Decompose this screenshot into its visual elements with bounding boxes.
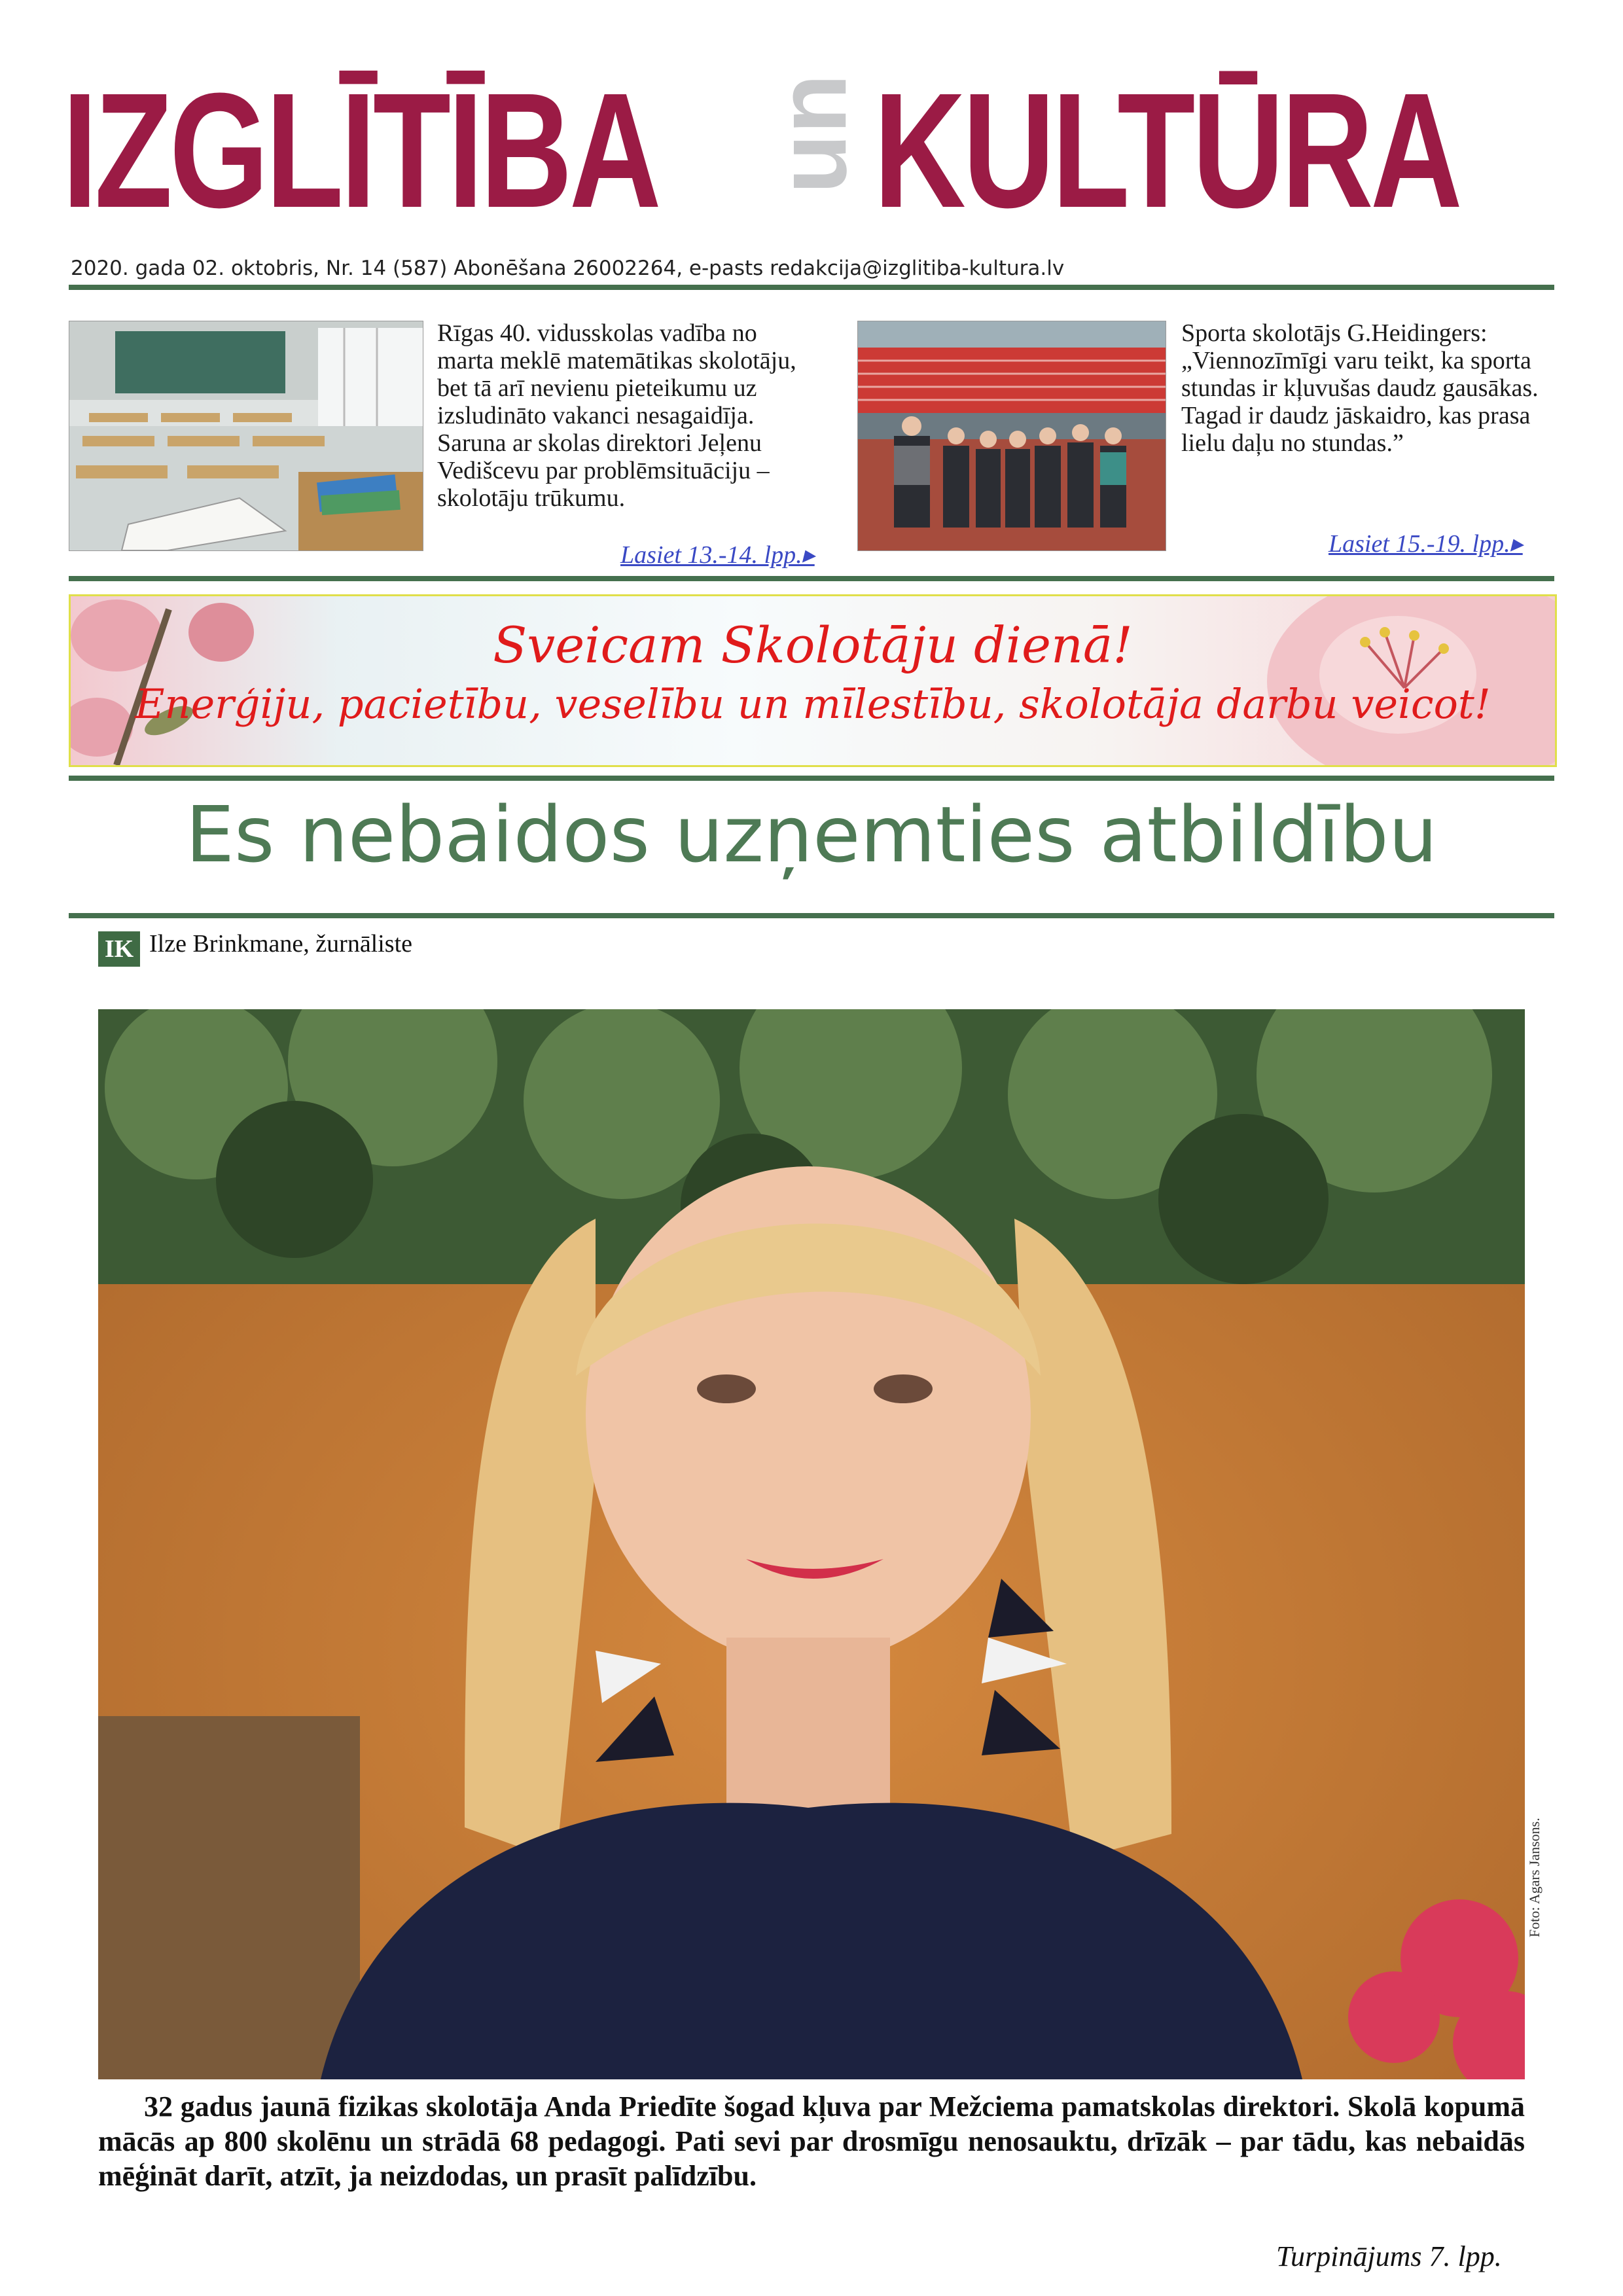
teaser-link[interactable]: Lasiet 15.-19. lpp.▸ (1329, 530, 1523, 558)
banner-greeting: Sveicam Skolotāju dienā! (493, 616, 1133, 674)
photo-credit: Foto: Agars Jansons. (1526, 1818, 1543, 1937)
teaser-text: Rīgas 40. vidusskolas vadība no marta meklē matemātikas skolotāju, bet tā arī nevienu pieteikumu uz izsludināto vakanci nesagaidīja. Saruna ar skolas direktori Jeļenu Vedišcevu par problēmsituāciju – skolotāju trūkumu. (437, 319, 796, 512)
masthead-title-middle: un (773, 74, 883, 194)
divider (69, 576, 1554, 581)
teaser-link[interactable]: Lasiet 13.-14. lpp.▸ (620, 541, 815, 569)
classroom-illustration (69, 321, 423, 550)
sports-illustration (858, 321, 1166, 550)
teaser-text: Sporta skolotājs G.Heidingers: „Viennozīmīgi varu teikt, ka sporta stundas ir kļuvušas daudz gausākas. Tagad ir daudz jāskaidro, kas prasa lielu daļu no stundas.” (1181, 319, 1539, 457)
masthead-title-left: IZGLĪTĪBA (62, 59, 659, 242)
issue-line: 2020. gada 02. oktobris, Nr. 14 (587) Abonēšana 26002264, e-pasts redakcija@izglitiba-kultura.lv (71, 257, 1065, 280)
masthead-title-right: KULTŪRA (874, 59, 1460, 242)
classroom-photo (69, 321, 423, 551)
lead-text: 32 gadus jaunā fizikas skolotāja Anda Priedīte šogad kļuva par Mežciema pamatskolas direktori. Skolā kopumā mācās ap 800 skolēnu un strādā 68 pedagogi. Pati sevi par drosmīgu nenosauktu, drīzāk – par tādu, kas nebaidās mēģināt darīt, atzīt, ja neizdodas, un prasīt palīdzību. (98, 2090, 1525, 2192)
portrait-illustration (98, 1009, 1525, 2079)
continued-link[interactable]: Turpinājums 7. lpp. (1276, 2240, 1502, 2272)
teachers-day-banner (69, 594, 1557, 767)
banner-wish: Enerģiju, pacietību, veselību un mīlestību, skolotāja darbu veicot! (135, 680, 1491, 728)
masthead (62, 59, 1561, 242)
divider (69, 776, 1554, 781)
divider (69, 285, 1554, 290)
byline: Ilze Brinkmane, žurnāliste (149, 930, 413, 958)
article-lead (98, 2089, 1525, 2193)
portrait-photo (98, 1009, 1525, 2079)
ik-badge: IK (98, 931, 140, 967)
divider (69, 913, 1554, 918)
sports-photo (857, 321, 1166, 551)
article-headline: Es nebaidos uzņemties atbildību (185, 789, 1438, 880)
